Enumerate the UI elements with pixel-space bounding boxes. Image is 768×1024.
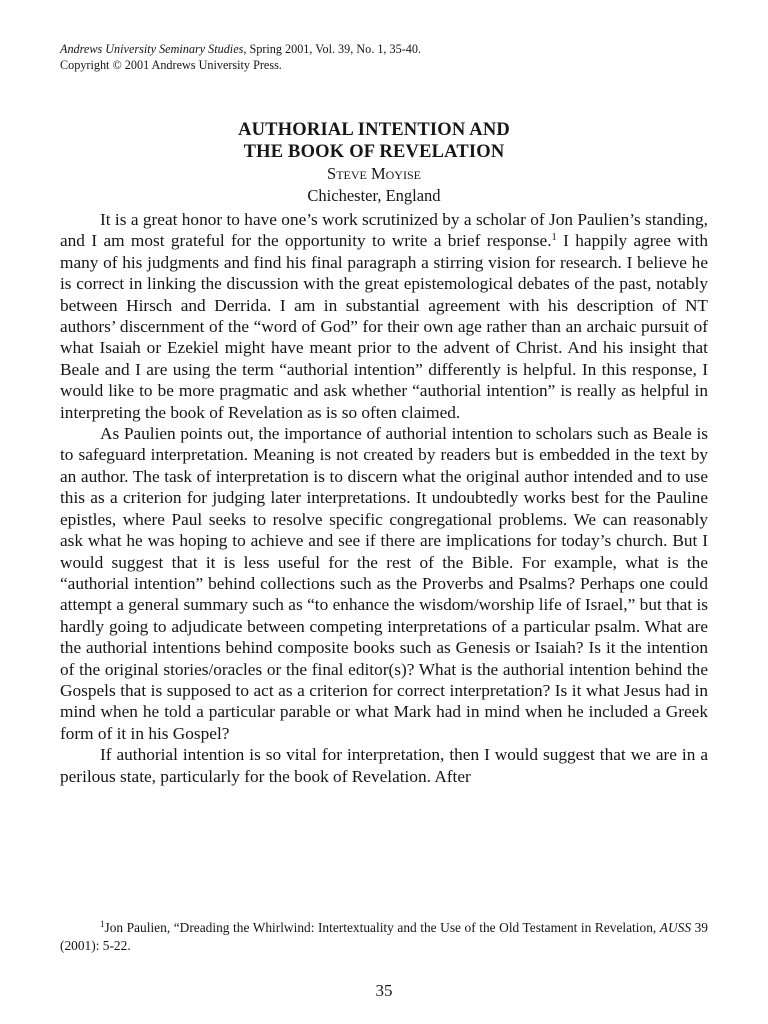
footnote-text-b: 39 (2001): 5-22. — [60, 920, 708, 953]
paragraph-1-text-a: It is a great honor to have one’s work scrutinized by a scholar of Jon Paulien’s standing, and I am most grateful for the opportunity to write a brief response. — [60, 210, 708, 251]
article-body — [60, 209, 708, 787]
footnote-mark: 1 — [100, 919, 105, 929]
footnote — [60, 919, 708, 955]
author-name: Steve Moyise — [327, 164, 421, 183]
paragraph-1 — [60, 209, 708, 423]
article-title-line-2: THE BOOK OF REVELATION — [243, 142, 505, 162]
footnote-text-a: Jon Paulien, “Dreading the Whirlwind: Intertextuality and the Use of the Old Testament in Revelation, — [104, 920, 660, 935]
footnote-journal-abbr: AUSS — [659, 920, 692, 935]
journal-header — [60, 41, 700, 73]
footnote-reference: 1 — [551, 232, 557, 244]
title-block — [60, 119, 688, 207]
journal-citation: , Spring 2001, Vol. 39, No. 1, 35-40. — [243, 42, 421, 56]
copyright-line: Copyright © 2001 Andrews University Press. — [60, 58, 282, 72]
page-number: 35 — [375, 981, 393, 1000]
citation-line — [60, 41, 700, 57]
paragraph-2: As Paulien points out, the importance of authorial intention to scholars such as Beale is to safeguard interpretation. Meaning is not created by readers but is embedded in the text by an author. The task of interpretation is to discern what the original author intended and to use this as a criterion for judging later interpretations. It undoubtedly works best for the Pauline epistles, where Paul seeks to resolve specific congregational problems. We can reasonably ask what he was hoping to achieve and see if there are implications for today’s church. But I would suggest that it is less useful for the rest of the Bible. For example, what is the “authorial intention” behind collections such as the Proverbs and Psalms? Perhaps one could attempt a general summary such as “to enhance the wisdom/worship life of Israel,” but that is hardly going to adjudicate between competing interpretations of a particular psalm. What are the authorial intentions behind composite books such as Genesis or Isaiah? Is it the intention of the original stories/oracles or the final editor(s)? What is the authorial intention behind the Gospels that is supposed to act as a criterion for correct interpretation? Is it what Jesus had in mind when he told a particular parable or what Mark had in mind when he included a Greek form of it in his Gospel? — [60, 424, 708, 743]
journal-name: Andrews University Seminary Studies — [60, 42, 244, 56]
paragraph-3: If authorial intention is so vital for interpretation, then I would suggest that we are in a perilous state, particularly for the book of Revelation. After — [60, 745, 708, 786]
author-affiliation: Chichester, England — [307, 186, 441, 205]
article-title-line-1: AUTHORIAL INTENTION AND — [238, 120, 510, 140]
paragraph-1-text-b: I happily agree with many of his judgments and find his final paragraph a stirring vision for research. I believe he is correct in linking the discussion with the great epistemological debates of the past, notably between Hirsch and Derrida. I am in substantial agreement with his description of NT authors’ discernment of the “word of God” for their own age rather than an archaic pursuit of what Isaiah or Ezekiel might have meant prior to the advent of Christ. And his insight that Beale and I are using the term “authorial intention” differently is helpful. In this response, I would like to be more pragmatic and ask whether “authorial intention” is really as helpful in interpreting the book of Revelation as is so often claimed. — [60, 231, 708, 422]
